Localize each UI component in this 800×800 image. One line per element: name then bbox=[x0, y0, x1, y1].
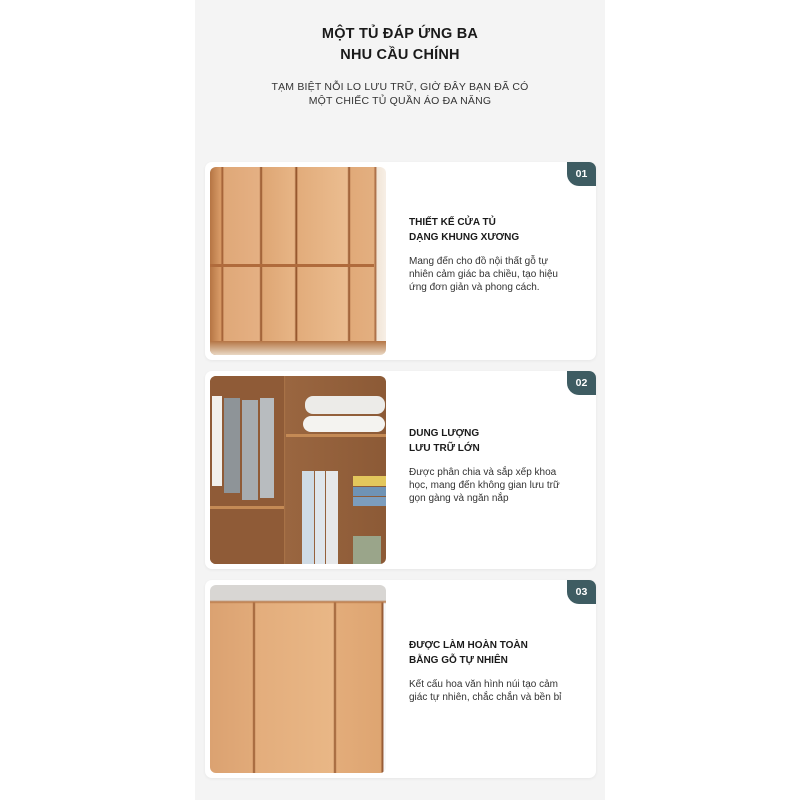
title-line-2: NHU CẦU CHÍNH bbox=[340, 47, 460, 63]
page-subtitle bbox=[195, 80, 605, 108]
feature-card-3 bbox=[205, 580, 596, 778]
subtitle-line-1: TẠM BIỆT NỖI LO LƯU TRỮ, GIỜ ĐÂY BẠN ĐÃ CÓ bbox=[271, 81, 529, 93]
feature-title-line: DẠNG KHUNG XƯƠNG bbox=[409, 232, 520, 243]
feature-title bbox=[409, 426, 569, 456]
wood-door-closeup-image bbox=[210, 585, 386, 773]
feature-description: Mang đến cho đồ nội thất gỗ tự nhiên cảm giác ba chiều, tạo hiệu ứng đơn giản và phong cách. bbox=[409, 256, 558, 293]
feature-number-badge: 03 bbox=[567, 580, 596, 604]
feature-description: Kết cấu hoa văn hình núi tạo cảm giác tự nhiên, chắc chắn và bền bỉ bbox=[409, 679, 562, 703]
feature-card-1 bbox=[205, 162, 596, 360]
feature-title-line: LƯU TRỮ LỚN bbox=[409, 443, 480, 454]
wardrobe-sliding-doors-image bbox=[210, 167, 386, 355]
content-panel bbox=[195, 0, 605, 800]
page-title bbox=[195, 24, 605, 66]
feature-title-line: DUNG LƯỢNG bbox=[409, 428, 480, 439]
feature-title-line: THIẾT KẾ CỬA TỦ bbox=[409, 217, 496, 228]
feature-card-2 bbox=[205, 371, 596, 569]
title-line-1: MỘT TỦ ĐÁP ỨNG BA bbox=[321, 26, 479, 42]
wardrobe-interior-image bbox=[210, 376, 386, 564]
feature-title-line: ĐƯỢC LÀM HOÀN TOÀN bbox=[409, 640, 528, 651]
feature-title-line: BẰNG GỖ TỰ NHIÊN bbox=[409, 655, 508, 666]
subtitle-line-2: MỘT CHIẾC TỦ QUẦN ÁO ĐA NĂNG bbox=[308, 95, 492, 107]
feature-title bbox=[409, 215, 569, 245]
feature-title bbox=[409, 638, 569, 668]
feature-number-badge: 02 bbox=[567, 371, 596, 395]
feature-description: Được phân chia và sắp xếp khoa học, mang đến không gian lưu trữ gọn gàng và ngăn nắp bbox=[409, 467, 560, 504]
feature-number-badge: 01 bbox=[567, 162, 596, 186]
